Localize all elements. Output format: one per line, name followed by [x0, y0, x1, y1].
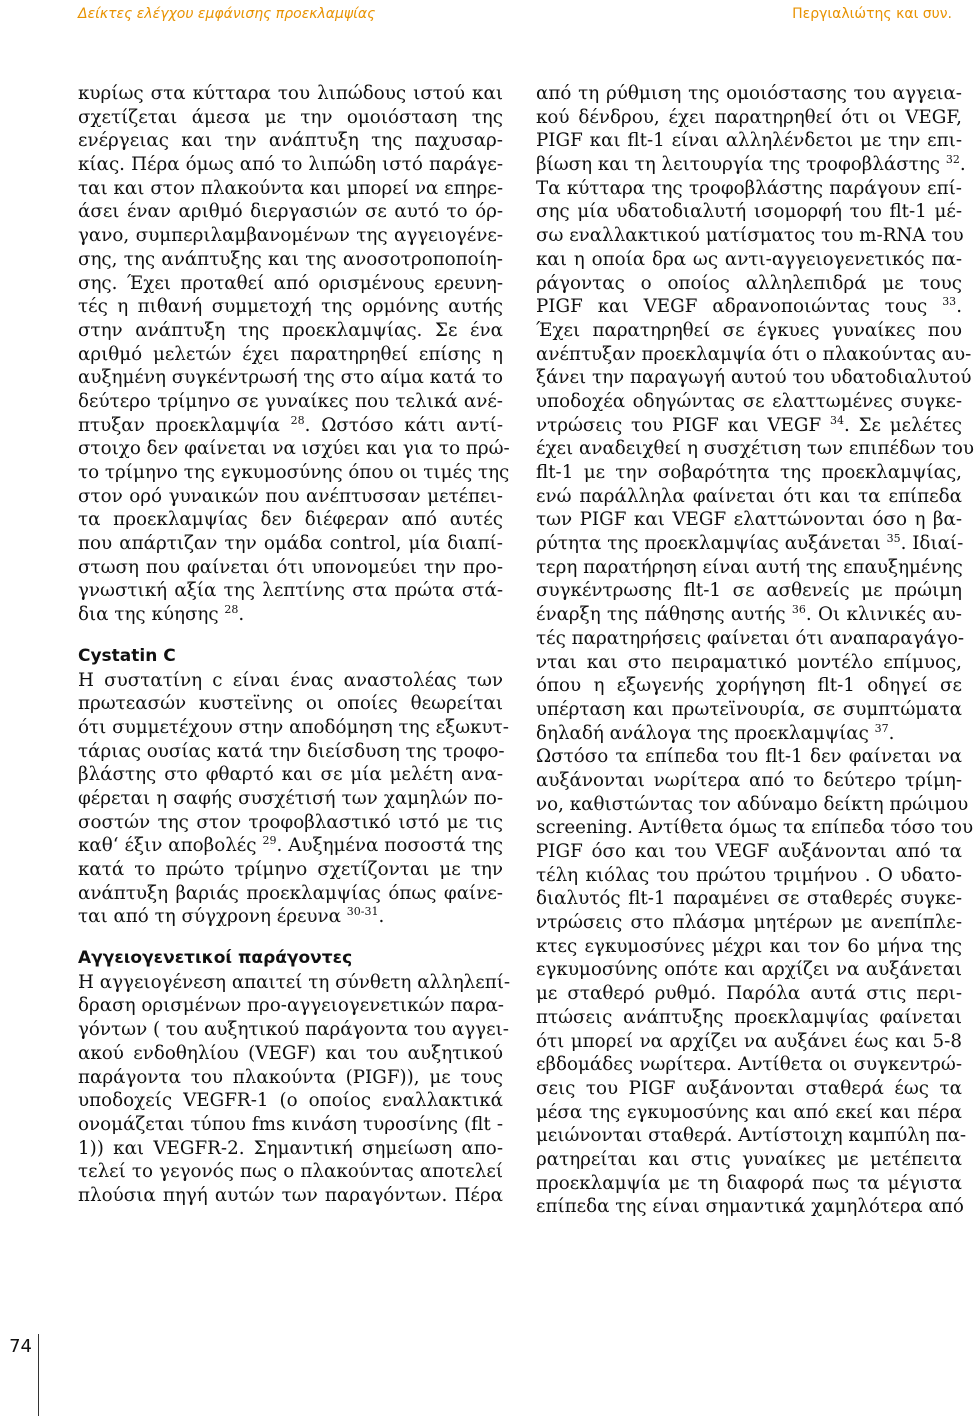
line-text: Ωστόσο τα επίπεδα του flt-1 δεν φαίνεται να: [536, 746, 962, 768]
line-text: δραση ορισμένων προ-αγγειογενετικών παρα-: [78, 995, 504, 1017]
line-text: πτυξαν προεκλαμψία: [78, 414, 280, 436]
text-line: [78, 1113, 503, 1137]
line-text: Η αγγειογένεση απαιτεί τη σύνθετη αλληλεπί-: [78, 971, 511, 993]
header-title: Δείκτες ελέγχου εμφάνισης προεκλαμψίας: [78, 6, 376, 22]
text-line: [78, 556, 503, 580]
text-line: [78, 692, 503, 716]
text-line: [78, 1066, 503, 1090]
text-line: [78, 1137, 503, 1161]
line-text: στον ορό γυναικών που ανέπτυσσαν μετέπει-: [78, 485, 503, 507]
page-number: 74: [9, 1336, 32, 1357]
text-line: [536, 485, 962, 509]
text-line: [536, 887, 962, 911]
line-text: αυξάνονται νωρίτερα από το δεύτερο τρίμη-: [536, 769, 962, 791]
line-text: νται και στο πειραματικό μοντέλο επίμυος,: [536, 651, 962, 673]
text-line: [78, 579, 503, 603]
text-line: [78, 811, 503, 835]
line-text: ται από τη σύγχρονη έρευνα: [78, 906, 341, 928]
line-text: ενέργειας και την ανάπτυξη της παχυσαρ-: [78, 130, 503, 152]
line-text: ράγοντας ο οποίος αλληλεπιδρά με τους: [536, 272, 962, 294]
line-text-after: .: [378, 906, 385, 928]
line-text: τερη παρατήρηση είναι αυτή της επαυξημένης: [536, 556, 963, 578]
text-line: [536, 627, 965, 651]
line-text: που απάρτιζαν την ομάδα control, μία διαπί-: [78, 533, 503, 555]
text-line: [536, 864, 962, 888]
citation-ref: 28: [224, 603, 239, 617]
line-text: υποδοχείς VEGFR-1 (ο οποίος εναλλακτικά: [78, 1090, 503, 1112]
line-text: τα προεκλαμψίας δεν διέφεραν από αυτές: [78, 509, 503, 531]
text-line: [536, 816, 974, 840]
text-line: [78, 390, 503, 414]
text-line: [536, 437, 974, 461]
line-text: ακού ενδοθηλίου (VEGF) και του αυξητικού: [78, 1042, 503, 1064]
line-text: δεύτερο τρίμηνο σε γυναίκες που τελικά ανέ-: [78, 390, 503, 412]
section-heading: Cystatin C: [78, 645, 176, 666]
text-line: [536, 390, 962, 414]
text-line: [78, 106, 503, 130]
line-text: γνωστική αξία της λεπτίνης στα πρώτα στά-: [78, 580, 503, 602]
text-line: [78, 1089, 503, 1113]
text-line: [536, 769, 962, 793]
line-text: PIGF όσο και του VEGF αυξάνονται από τα: [536, 841, 962, 862]
citation-ref: 30-31: [346, 905, 379, 919]
text-line: [536, 272, 962, 296]
citation-ref: 29: [262, 834, 277, 848]
line-text: μέσα της εγκυμοσύνης και από εκεί και πέρα: [536, 1101, 962, 1123]
text-line: [536, 1053, 962, 1077]
line-text: ανέπτυξαν προεκλαμψία ότι ο πλακούντας αυ-: [536, 343, 972, 365]
text-line: [536, 532, 962, 556]
left-text-column: [78, 82, 511, 1208]
line-text: flt-1 με την σοβαρότητα της προεκλαμψίας,: [536, 462, 962, 483]
line-text: PIGF και VEGF αδρανοποιώντας τους: [536, 296, 928, 318]
text-line: [78, 461, 510, 485]
line-text: ότι μπορεί να αρχίζει να αυξάνει έως και 5-8: [536, 1030, 962, 1052]
line-text: γανο, συμπεριλαμβανομένων της αγγειογένε-: [78, 225, 503, 247]
text-line: [536, 177, 962, 201]
text-line: [78, 153, 503, 177]
text-line: [536, 508, 962, 532]
text-line: [536, 224, 962, 248]
text-line: [78, 603, 503, 627]
line-text: ονομάζεται τύπου fms κινάση τυροσίνης (flt -: [78, 1113, 503, 1135]
text-line: [78, 669, 503, 693]
text-line: [78, 1160, 503, 1184]
text-line: [536, 82, 962, 106]
text-line: [536, 295, 962, 319]
line-text: τάριας ουσίας κατά την διείσδυση της τροφο-: [78, 740, 505, 762]
line-text-after: . Οι κλινικές αυ-: [805, 604, 962, 626]
line-text: πλούσια πηγή αυτών των παραγόντων. Πέρα: [78, 1184, 503, 1206]
line-text: σης. Έχει προταθεί από ορισμένους ερευνη-: [78, 272, 503, 294]
line-text: άσει έναν αριθμό διεργασιών σε αυτό το όρ-: [78, 201, 503, 223]
line-text: πτώσεις ανάπτυξης προεκλαμψίας φαίνεται: [536, 1006, 962, 1028]
line-text: τελεί το γεγονός πως ο πλακούντας αποτελεί: [78, 1161, 503, 1183]
text-line: [78, 177, 503, 201]
text-line: [78, 834, 503, 858]
line-text: κίας. Πέρα όμως από το λιπώδη ιστό παράγε-: [78, 154, 503, 176]
line-text: αυξημένη συγκέντρωσή της στο αίμα κατά το: [78, 367, 503, 389]
line-text: το τρίμηνο της εγκυμοσύνης όπου οι τιμές της: [78, 462, 510, 483]
text-line: [536, 343, 972, 367]
line-text-after: .: [956, 296, 962, 318]
line-text: σεις του PIGF αυξάνονται σταθερά έως τα: [536, 1077, 962, 1099]
line-text: 1)) και VEGFR-2. Σημαντική σημείωση απο-: [78, 1137, 503, 1159]
text-line: [78, 740, 503, 764]
citation-ref: 33: [942, 295, 957, 309]
text-line: [536, 1101, 962, 1125]
text-line: [536, 556, 962, 580]
text-line: [78, 319, 503, 343]
text-line: [78, 343, 503, 367]
line-text: συγκέντρωσης flt-1 σε ασθενείς με πρώιμη: [536, 580, 962, 602]
text-line: [536, 579, 962, 603]
text-line: [78, 1018, 509, 1042]
text-line: [536, 414, 962, 438]
text-line: [78, 1042, 503, 1066]
section-heading: Αγγειογενετικοί παράγοντες: [78, 948, 353, 969]
text-line: [78, 763, 503, 787]
text-line: [536, 319, 962, 343]
text-line: [536, 840, 962, 864]
line-text: των PIGF και VEGF ελαττώνονται όσο η βα-: [536, 509, 962, 531]
text-line: [536, 603, 962, 627]
line-text: screening. Αντίθετα όμως τα επίπεδα τόσο του: [536, 817, 974, 839]
text-line: [536, 1195, 962, 1219]
citation-ref: 36: [791, 603, 806, 617]
line-text: καθ‘ έξιν αποβολές: [78, 835, 257, 857]
line-text: δηλαδή ανάλογα της προεκλαμψίας: [536, 722, 869, 744]
footer-divider: [38, 1334, 39, 1416]
paragraph-gap: [78, 627, 503, 645]
text-line: [536, 911, 962, 935]
line-text: κτες εγκυμοσύνες μέχρι και τον 6ο μήνα της: [536, 935, 962, 957]
text-line: [536, 722, 962, 746]
text-line: [536, 651, 962, 675]
line-text: Η συστατίνη c είναι ένας αναστολέας των: [78, 669, 503, 691]
line-text: PIGF και flt-1 είναι αλληλένδετοι με την επι-: [536, 130, 962, 152]
line-text: σχετίζεται άμεσα με την ομοιόσταση της: [78, 106, 503, 128]
line-text: διαλυτός flt-1 παραμένει σε σταθερές συγκε-: [536, 888, 962, 910]
line-text: μειώνονται σταθερά. Αντίστοιχη καμπύλη πα-: [536, 1125, 967, 1147]
line-text: φέρεται η σαφής συσχέτισή των χαμηλών πο-: [78, 787, 503, 809]
line-text: ται και στον πλακούντα και μπορεί να επηρε-: [78, 177, 503, 199]
line-text: κυρίως στα κύτταρα του λιπώδους ιστού και: [78, 83, 503, 104]
line-text: στωση που φαίνεται ότι υπονομεύει την προ-: [78, 556, 503, 578]
line-text: ντρώσεις στο πλάσμα μητέρων με ανεπίπλε-: [536, 912, 962, 934]
line-text: Τα κύτταρα της τροφοβλάστης παράγουν επί-: [536, 177, 962, 199]
line-text: ρύτητα της προεκλαμψίας αυξάνεται: [536, 533, 881, 555]
header-authors: Περγιαλιώτης και συν.: [792, 6, 952, 22]
line-text: επίπεδα της είναι σημαντικά χαμηλότερα από: [536, 1196, 964, 1218]
text-line: [536, 366, 972, 390]
line-text: ότι συμμετέχουν στην αποδόμηση της εξωκυτ-: [78, 716, 509, 738]
text-line: [78, 129, 503, 153]
text-line: [78, 295, 503, 319]
text-line: [536, 958, 962, 982]
line-text: σης μία υδατοδιαλυτή ισομορφή του flt-1 μέ-: [536, 201, 962, 223]
citation-ref: 37: [874, 721, 889, 735]
citation-ref: 28: [290, 413, 305, 427]
text-line: [78, 508, 503, 532]
running-header: [0, 0, 960, 30]
citation-ref: 34: [830, 413, 844, 427]
text-line: [536, 152, 966, 177]
line-text: σης, της ανάπτυξης και της ανοσοτροποποίη-: [78, 248, 503, 270]
line-text: πρωτεασών κυστεϊνης οι οποίες θεωρείται: [78, 693, 503, 715]
text-line: [536, 935, 962, 959]
line-text-after: .: [888, 722, 895, 744]
line-text: σω εναλλακτικού ματίσματος του m-RNA του: [536, 225, 964, 247]
text-line: [78, 994, 503, 1018]
line-text: έχει αναδειχθεί η συσχέτιση των επιπέδων του: [536, 438, 974, 460]
line-text: γόντων ( του αυξητικού παράγοντα του αγγει-: [78, 1019, 509, 1041]
line-text: νο, καθιστώντας τον αδύναμο δείκτη πρώιμου: [536, 793, 969, 815]
line-text: στην ανάπτυξη της προεκλαμψίας. Σε ένα: [78, 319, 503, 341]
line-text-after: .: [959, 154, 966, 176]
text-line: [78, 787, 503, 811]
text-line: [78, 200, 503, 224]
citation-ref: 32: [945, 152, 960, 166]
text-line: [78, 414, 503, 438]
line-text: και η οποία δρα ως αντι-αγγειογενετικός πα-: [536, 248, 962, 270]
text-line: [536, 1077, 962, 1101]
line-text: υποδοχέα οδηγώντας σε ελαττωμένες συγκε-: [536, 390, 962, 412]
line-text: αριθμό μελετών έχει παρατηρηθεί επίσης η: [78, 343, 503, 365]
text-line: [536, 1006, 962, 1030]
line-text: κού δένδρου, έχει παρατηρηθεί ότι οι VEGF,: [536, 106, 962, 128]
line-text: ρατηρείται και στις γυναίκες με μετέπειτα: [536, 1148, 962, 1170]
text-line: [536, 793, 969, 817]
line-text: εβδομάδες νωρίτερα. Αντίθετα οι συγκεντρώ-: [536, 1054, 962, 1076]
text-line: [78, 272, 503, 296]
text-line: [78, 1184, 503, 1208]
line-text: σοστών της στον τροφοβλαστικό ιστό με τις: [78, 811, 503, 833]
text-line: [78, 882, 503, 906]
text-line: [78, 366, 503, 390]
text-line: [536, 129, 962, 153]
line-text: στοιχο δεν φαίνεται να ισχύει και για το πρώ-: [78, 438, 510, 460]
text-line: [78, 971, 511, 995]
text-line: [536, 698, 962, 722]
line-text-after: . Σε μελέτες: [844, 414, 963, 436]
line-text-after: . Ιδιαί-: [900, 533, 964, 555]
line-text: Έχει παρατηρηθεί σε έγκυες γυναίκες που: [536, 319, 962, 341]
text-line: [78, 82, 503, 106]
line-text: βίωση και τη λειτουργία της τροφοβλάστης: [536, 154, 941, 176]
text-line: [536, 106, 962, 130]
line-text: όπου η εξωγενής χορήγηση flt-1 οδηγεί σε: [536, 675, 962, 697]
text-line: [78, 532, 503, 556]
line-text: εγκυμοσύνης οπότε και αρχίζει να αυξάνεται: [536, 959, 962, 981]
text-line: [78, 224, 503, 248]
text-line: [78, 858, 503, 882]
text-line: [536, 461, 962, 485]
line-text: βλάστης στο φθαρτό και σε μία μελέτη ανα-: [78, 764, 503, 786]
text-line: [536, 1124, 967, 1148]
text-line: [536, 200, 962, 224]
text-line: [78, 485, 503, 509]
line-text: προεκλαμψία με τη διαφορά πως τα μέγιστα: [536, 1172, 962, 1194]
text-line: [536, 982, 962, 1006]
line-text-after: . Ωστόσο κάτι αντί-: [304, 414, 503, 436]
text-line: [536, 1172, 962, 1196]
text-line: [536, 1030, 962, 1054]
text-line: [78, 716, 509, 740]
line-text: τέλη κιόλας του πρώτου τριμήνου . Ο υδατο-: [536, 864, 962, 886]
line-text: ενώ παράλληλα φαίνεται ότι και τα επίπεδα: [536, 485, 962, 507]
right-text-column: [536, 82, 974, 1219]
line-text: ανάπτυξη βαριάς προεκλαμψίας όπως φαίνε-: [78, 882, 503, 904]
line-text: παράγοντα του πλακούντα (PIGF)), με τους: [78, 1066, 503, 1088]
line-text: κατά το πρώτο τρίμηνο σχετίζονται με την: [78, 859, 503, 880]
text-line: [78, 905, 503, 929]
line-text: με σταθερό ρυθμό. Παρόλα αυτά στις περι-: [536, 983, 962, 1005]
line-text: υπέρταση και πρωτεϊνουρία, σε συμπτώματα: [536, 698, 962, 720]
paragraph-gap: [78, 929, 503, 947]
line-text-after: . Αυξημένα ποσοστά της: [276, 835, 503, 857]
line-text: έναρξη της πάθησης αυτής: [536, 604, 786, 626]
text-line: [536, 248, 962, 272]
text-line: [536, 745, 962, 769]
line-text: ξάνει την παραγωγή αυτού του υδατοδιαλυτού: [536, 367, 972, 389]
line-text: τές η πιθανή συμμετοχή της ορμόνης αυτής: [78, 296, 503, 318]
line-text: δια της κύησης: [78, 604, 219, 626]
text-line: [536, 1148, 962, 1172]
citation-ref: 35: [886, 531, 901, 545]
line-text: ντρώσεις του PIGF και VEGF: [536, 414, 822, 436]
line-text: από τη ρύθμιση της ομοιόστασης του αγγεια-: [536, 83, 962, 104]
line-text: τές παρατηρήσεις φαίνεται ότι αναπαραγάγο-: [536, 627, 965, 649]
text-line: [78, 248, 503, 272]
line-text-after: .: [238, 604, 245, 626]
text-line: [536, 674, 962, 698]
text-line: [78, 437, 510, 461]
